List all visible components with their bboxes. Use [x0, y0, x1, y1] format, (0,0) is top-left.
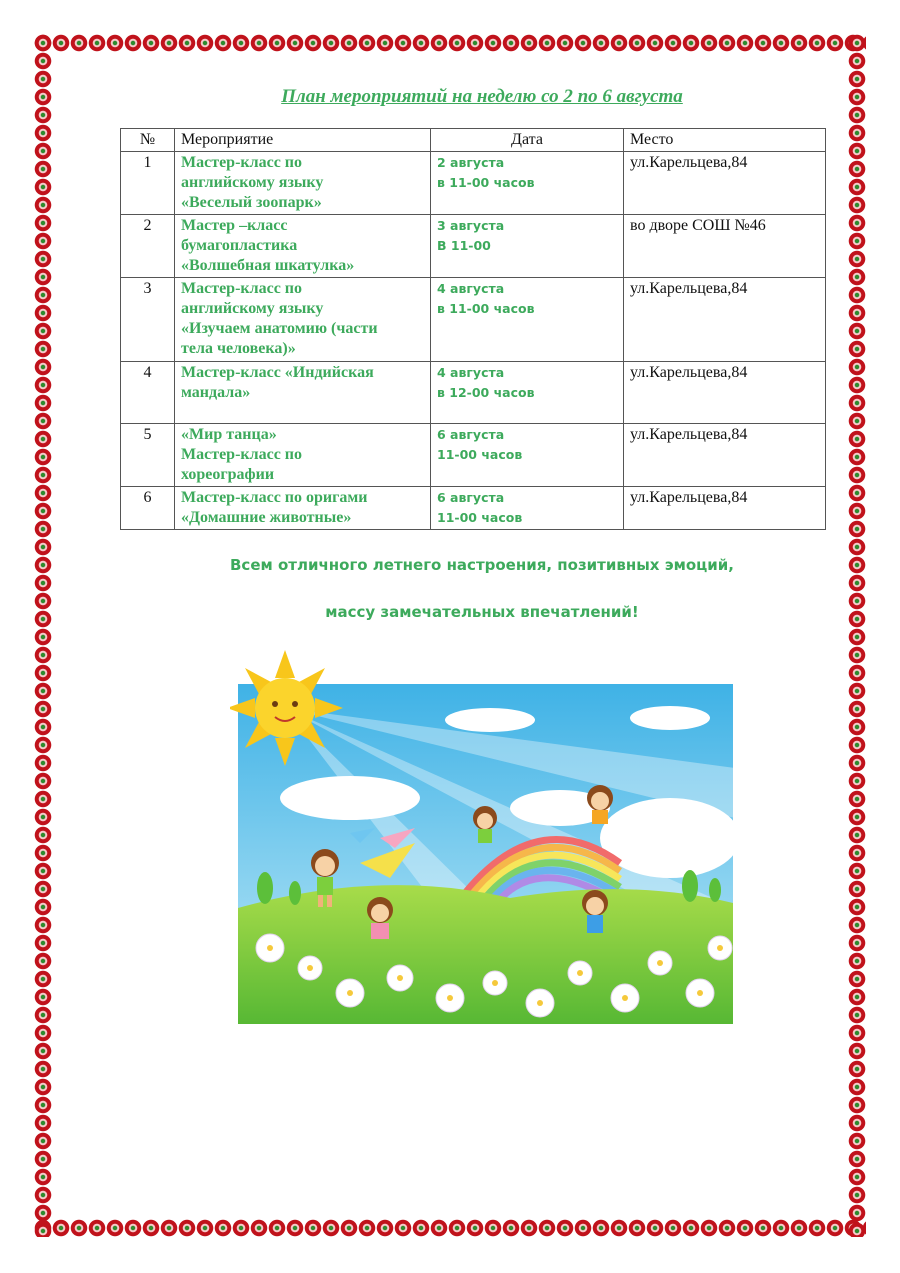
- event-line: бумагопластика: [181, 237, 298, 254]
- floral-border-right: [848, 34, 866, 1237]
- table-header-row: [121, 129, 826, 152]
- table-row: [121, 152, 826, 215]
- event-line: Мастер-класс по: [181, 446, 303, 463]
- date-line: 4 августа: [437, 281, 505, 296]
- row-date: [431, 362, 624, 424]
- table-row: [121, 215, 826, 278]
- date-line: в 11-00 часов: [437, 175, 535, 190]
- row-place: ул.Карельцева,84: [624, 487, 826, 530]
- event-line: «Изучаем анатомию (части: [181, 320, 378, 337]
- table-row: [121, 487, 826, 530]
- row-place: ул.Карельцева,84: [624, 152, 826, 215]
- floral-border-left: [34, 34, 52, 1237]
- event-line: «Волшебная шкатулка»: [181, 257, 355, 274]
- row-number: 3: [121, 278, 175, 362]
- event-line: Мастер-класс по: [181, 280, 303, 297]
- row-place: ул.Карельцева,84: [624, 362, 826, 424]
- event-line: «Веселый зоопарк»: [181, 194, 322, 211]
- date-line: 4 августа: [437, 365, 505, 380]
- events-table: [120, 128, 826, 530]
- page-title: План мероприятий на неделю со 2 по 6 августа: [281, 86, 683, 107]
- event-line: Мастер-класс по оригами: [181, 489, 368, 506]
- row-number: 4: [121, 362, 175, 424]
- date-line: 11-00 часов: [437, 447, 523, 462]
- row-number: 6: [121, 487, 175, 530]
- row-event: [175, 152, 431, 215]
- row-date: [431, 152, 624, 215]
- wish-line-2: массу замечательных впечатлений!: [325, 603, 639, 621]
- summer-children-illustration: [230, 648, 735, 1028]
- row-event: [175, 424, 431, 487]
- event-line: «Мир танца»: [181, 426, 277, 443]
- row-date: [431, 278, 624, 362]
- table-row: [121, 362, 826, 424]
- date-line: В 11-00: [437, 238, 491, 253]
- row-number: 5: [121, 424, 175, 487]
- row-event: [175, 487, 431, 530]
- date-line: 3 августа: [437, 218, 505, 233]
- date-line: 2 августа: [437, 155, 505, 170]
- event-line: английскому языку: [181, 174, 324, 191]
- table-row: [121, 424, 826, 487]
- row-date: [431, 215, 624, 278]
- event-line: хореографии: [181, 466, 275, 483]
- row-date: [431, 424, 624, 487]
- date-line: 6 августа: [437, 427, 505, 442]
- header-date: Дата: [431, 129, 624, 152]
- floral-border-top: [34, 34, 866, 52]
- header-place: Место: [624, 129, 826, 152]
- wish-line-1: Всем отличного летнего настроения, позитивных эмоций,: [230, 556, 734, 574]
- row-place: ул.Карельцева,84: [624, 278, 826, 362]
- row-place: во дворе СОШ №46: [624, 215, 826, 278]
- row-number: 1: [121, 152, 175, 215]
- table-row: [121, 278, 826, 362]
- row-event: [175, 215, 431, 278]
- row-event: [175, 362, 431, 424]
- event-line: Мастер-класс по: [181, 154, 303, 171]
- event-line: английскому языку: [181, 300, 324, 317]
- event-line: Мастер-класс «Индийская: [181, 364, 374, 381]
- header-event: Мероприятие: [175, 129, 431, 152]
- event-line: «Домашние животные»: [181, 509, 352, 526]
- row-event: [175, 278, 431, 362]
- floral-border-bottom: [34, 1219, 866, 1237]
- date-line: в 11-00 часов: [437, 301, 535, 316]
- event-line: тела человека)»: [181, 340, 296, 357]
- row-place: ул.Карельцева,84: [624, 424, 826, 487]
- event-line: Мастер –класс: [181, 217, 288, 234]
- date-line: 11-00 часов: [437, 510, 523, 525]
- header-number: №: [121, 129, 175, 152]
- date-line: в 12-00 часов: [437, 385, 535, 400]
- row-number: 2: [121, 215, 175, 278]
- event-line: мандала»: [181, 384, 251, 401]
- date-line: 6 августа: [437, 490, 505, 505]
- row-date: [431, 487, 624, 530]
